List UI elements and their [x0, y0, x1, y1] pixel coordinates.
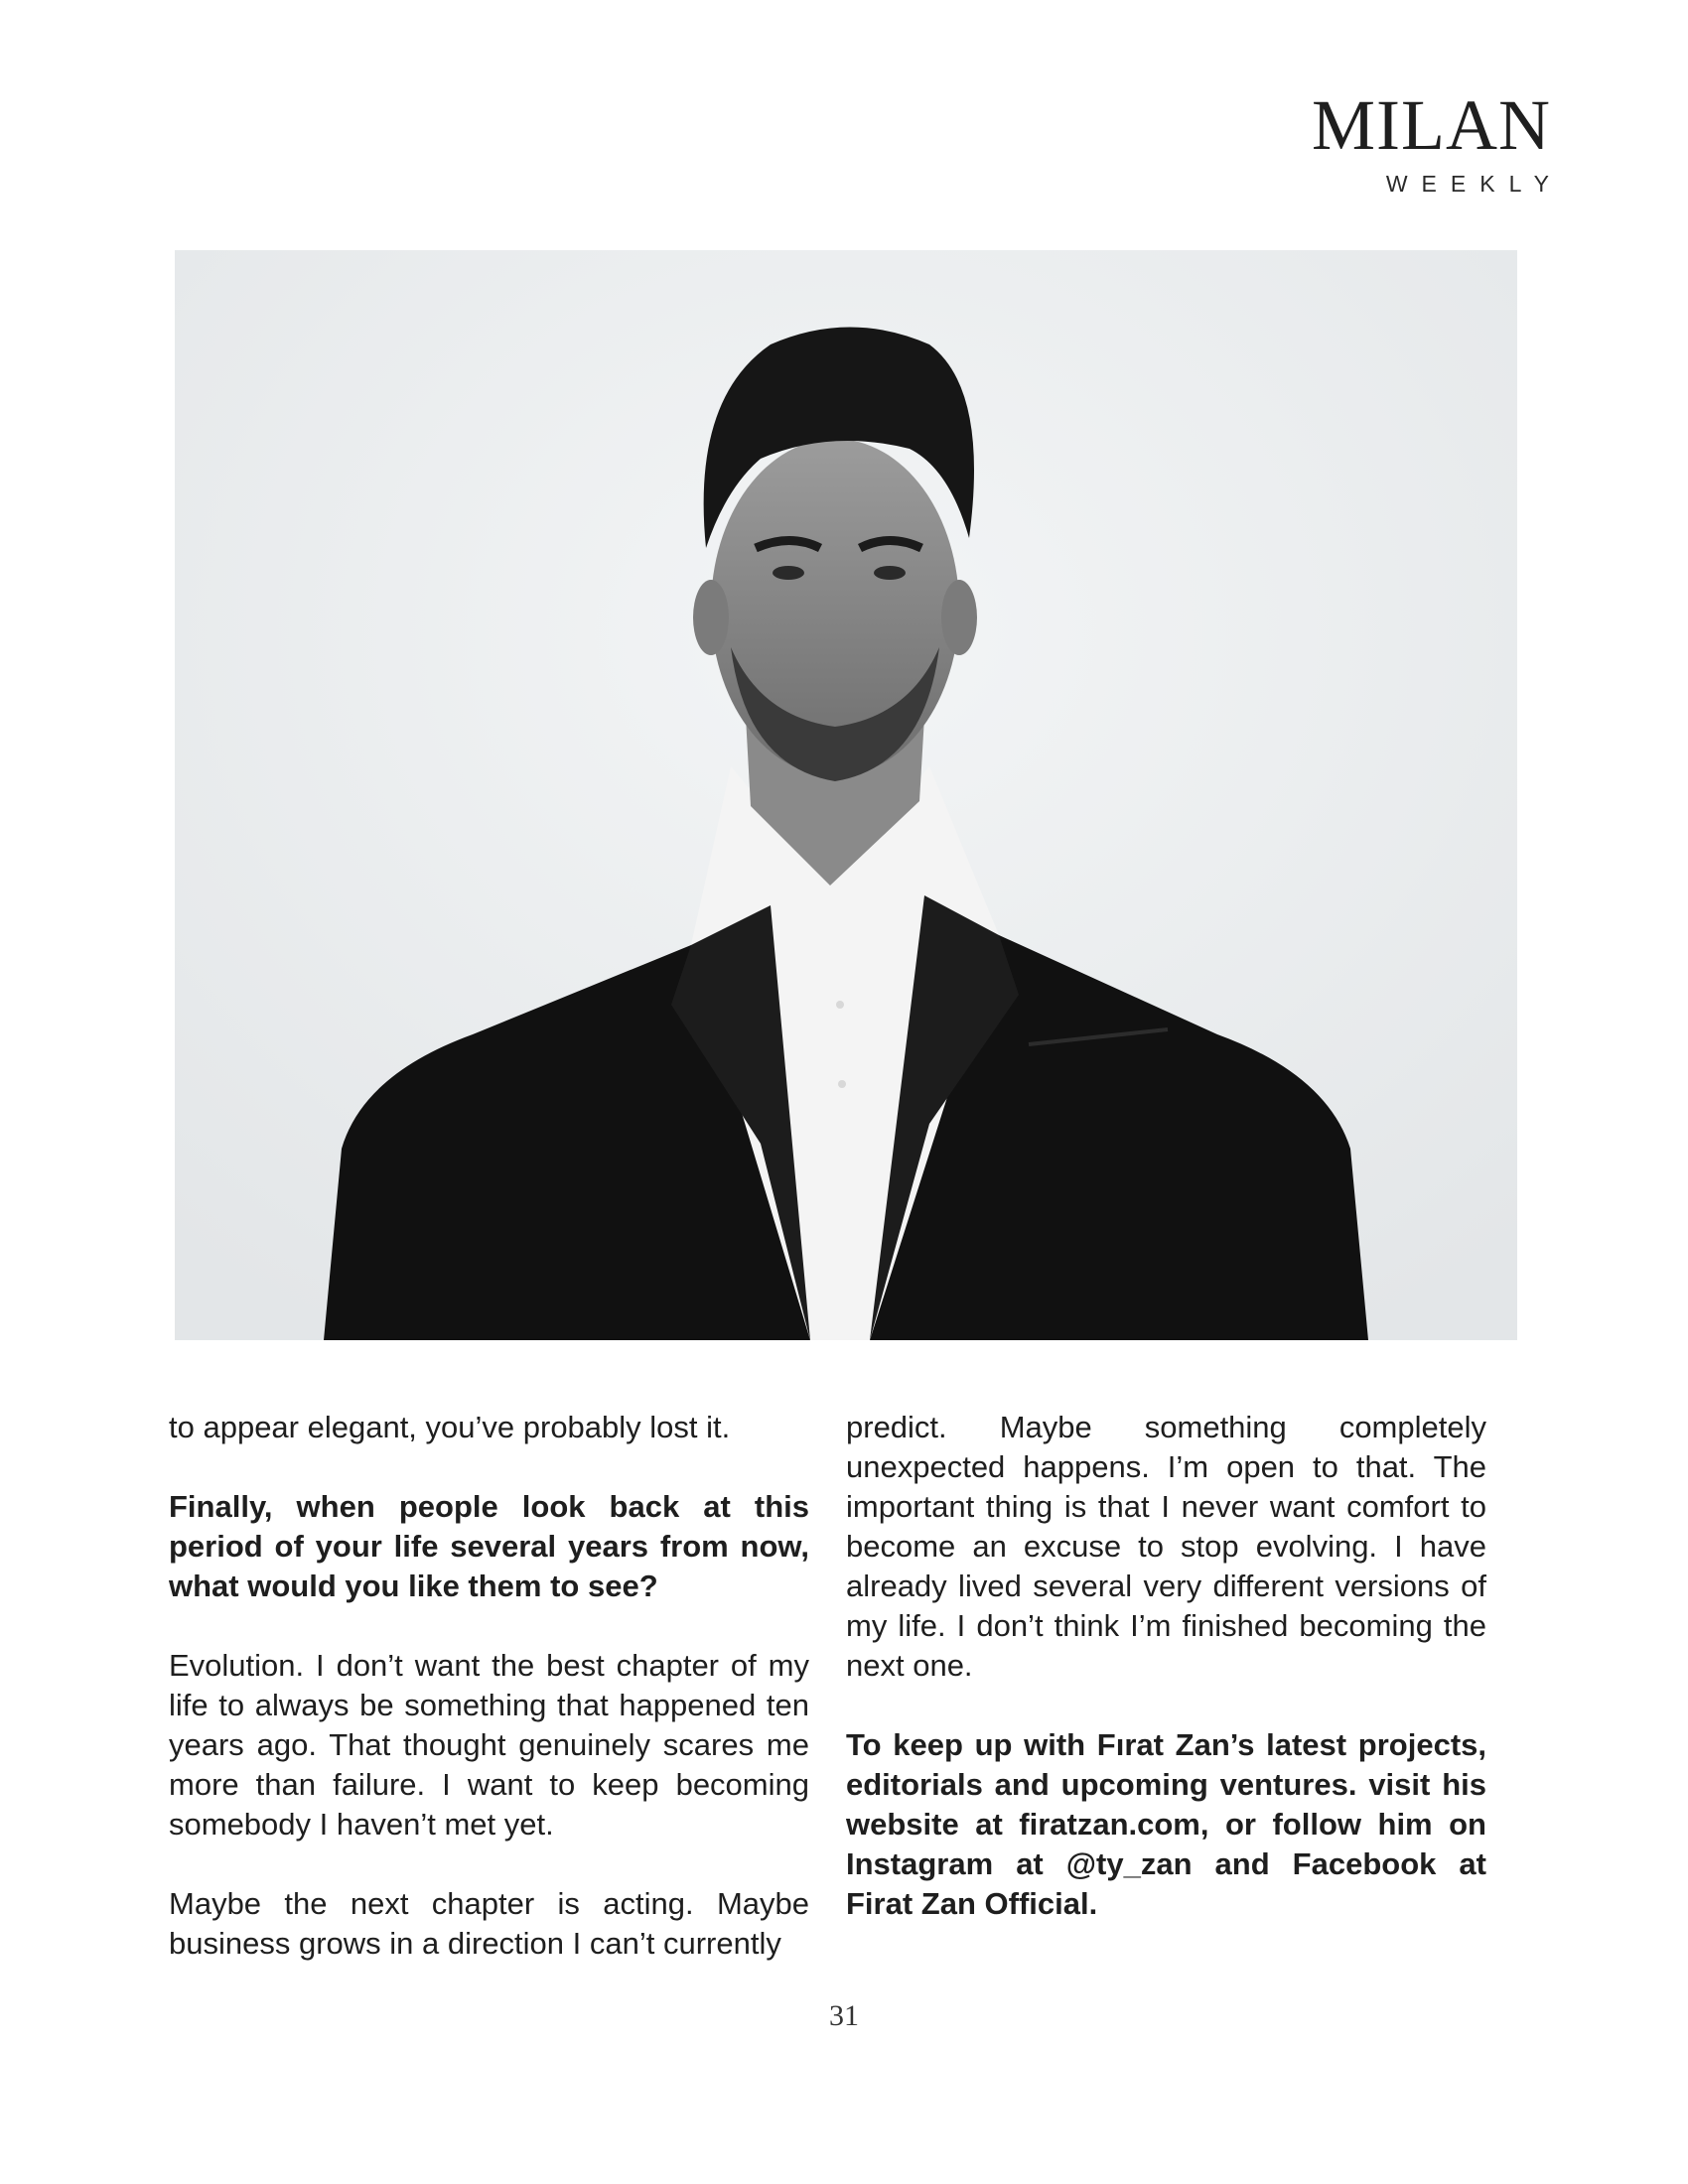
masthead: [1293, 85, 1563, 198]
masthead-title: MILAN: [1312, 85, 1551, 165]
page-number: 31: [829, 1999, 859, 2032]
answer-paragraph: to appear elegant, you’ve probably lost it.: [169, 1410, 731, 1444]
answer-paragraph: Evolution. I don’t want the best chapter of my life to always be something that happened ten years ago. That thought genuinely scares me more than failure. I want to keep becoming somebody I haven’t met yet.: [169, 1648, 809, 1842]
portrait-photo: [175, 250, 1517, 1340]
article-column-right: [846, 1408, 1486, 1964]
portrait-illustration: [175, 250, 1517, 1340]
answer-paragraph: predict. Maybe something completely unexpected happens. I’m open to that. The important thing is that I never want comfort to become an excuse to stop evolving. I have already lived several very different versions of my life. I don’t think I’m finished becoming the next one.: [846, 1410, 1486, 1683]
article-column-left: [169, 1408, 809, 2003]
masthead-subtitle: WEEKLY: [1385, 171, 1563, 197]
answer-paragraph: Maybe the next chapter is acting. Maybe business grows in a direction I can’t currently: [169, 1886, 809, 1961]
question-paragraph: Finally, when people look back at this period of your life several years from now, what would you like them to see?: [169, 1489, 809, 1603]
closing-note: To keep up with Fırat Zan’s latest projects, editorials and upcoming ventures. visit his website at firatzan.com, or follow him on Instagram at @ty_zan and Facebook at Firat Zan Official.: [846, 1727, 1486, 1921]
